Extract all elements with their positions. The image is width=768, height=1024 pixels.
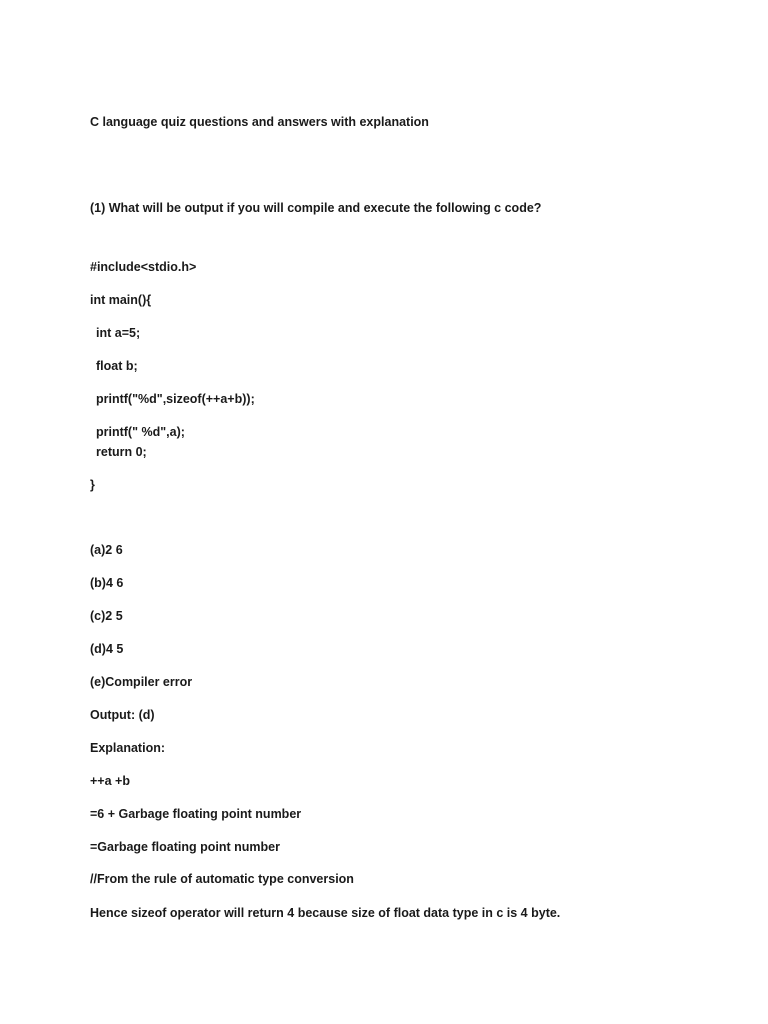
option-d: (d)4 5 [90,642,124,656]
explanation-line-5: Hence sizeof operator will return 4 because size of float data type in c is 4 byte. [90,906,561,920]
code-line-int-a: int a=5; [96,326,141,340]
code-line-printf-a: printf(" %d",a); [96,425,185,439]
explanation-line-2: =6 + Garbage floating point number [90,807,302,821]
document-title: C language quiz questions and answers with explanation [90,115,429,129]
explanation-line-3: =Garbage floating point number [90,840,280,854]
question-text: (1) What will be output if you will compile and execute the following c code? [90,201,542,215]
code-line-return: return 0; [96,445,147,459]
output-answer: Output: (d) [90,708,155,722]
explanation-line-4: //From the rule of automatic type conversion [90,872,354,886]
explanation-label: Explanation: [90,741,166,755]
explanation-line-1: ++a +b [90,774,130,788]
option-c: (c)2 5 [90,609,123,623]
option-b: (b)4 6 [90,576,124,590]
code-line-float-b: float b; [96,359,138,373]
code-line-printf-sizeof: printf("%d",sizeof(++a+b)); [96,392,255,406]
code-line-include: #include<stdio.h> [90,260,197,274]
option-e: (e)Compiler error [90,675,193,689]
code-line-main: int main(){ [90,293,152,307]
code-line-close-brace: } [90,478,95,492]
option-a: (a)2 6 [90,543,123,557]
